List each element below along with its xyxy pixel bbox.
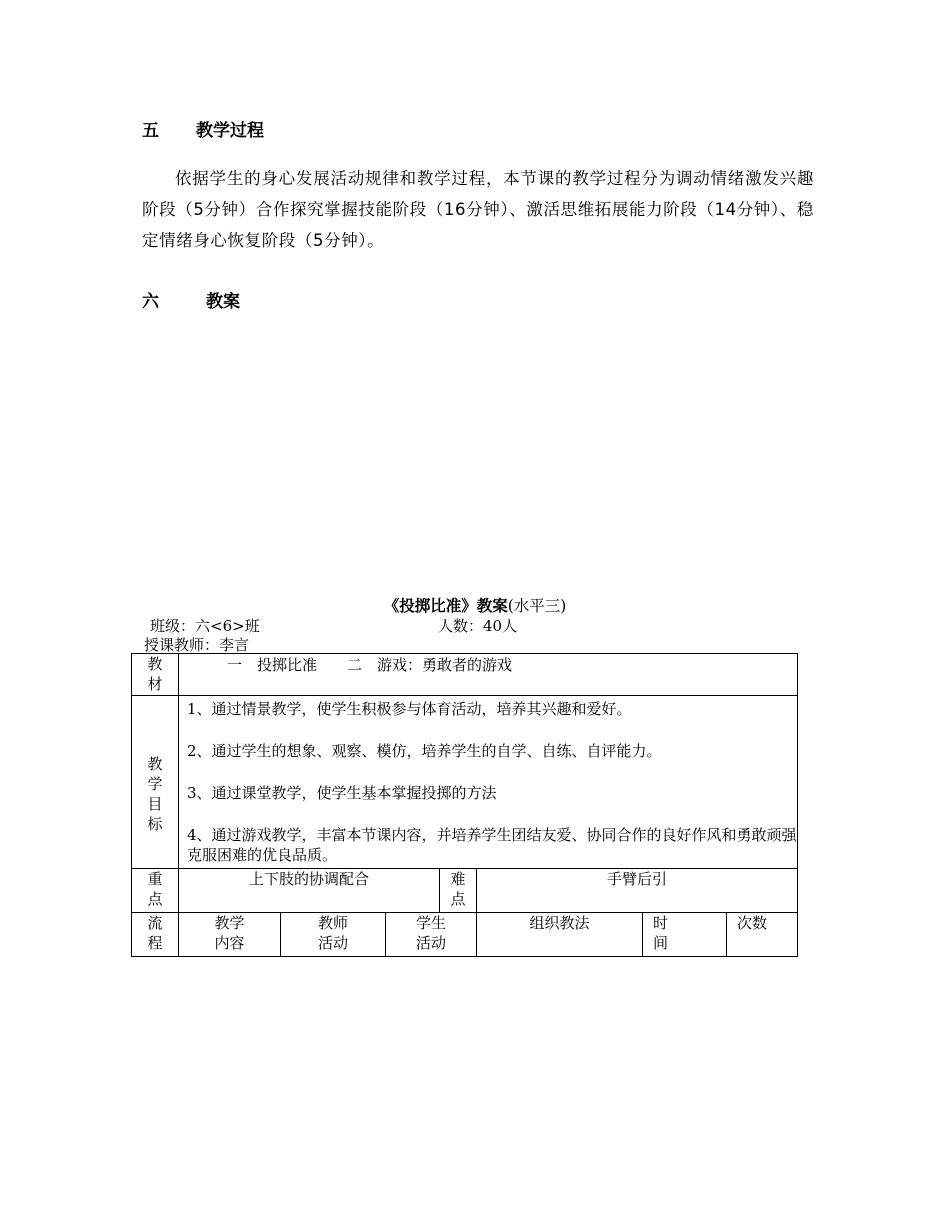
column-teaching-content-1: 教学 — [214, 914, 245, 932]
difficulty-label-1: 难 — [450, 870, 466, 888]
flow-label-2: 程 — [147, 934, 163, 952]
lesson-plan-table — [131, 653, 798, 957]
difficulty-label-cell — [440, 869, 477, 913]
flow-label-1: 流 — [147, 914, 163, 932]
difficulty-label-2: 点 — [450, 890, 466, 908]
difficulty-content: 手臂后引 — [477, 869, 798, 913]
column-teacher-activity — [281, 913, 386, 957]
goals-label-2: 学 — [147, 775, 163, 793]
goals-label-3: 目 — [147, 795, 163, 813]
goals-label-cell — [132, 696, 179, 869]
goal-item-1: 1、通过情景教学，使学生积极参与体育活动，培养其兴趣和爱好。 — [187, 700, 632, 718]
column-repetitions: 次数 — [727, 913, 798, 957]
teacher-label: 授课教师：李言 — [144, 636, 250, 654]
column-teacher-activity-2: 活动 — [317, 934, 348, 952]
section-5-number: 五 — [142, 121, 159, 141]
key-label-2: 点 — [147, 890, 163, 908]
section-6-number: 六 — [142, 292, 159, 312]
lesson-plan-title — [0, 594, 950, 616]
column-student-activity-1: 学生 — [415, 914, 446, 932]
material-content: 一 投掷比准 二 游戏：勇敢者的游戏 — [179, 654, 798, 696]
key-points-row — [132, 869, 798, 913]
process-paragraph: 依据学生的身心发展活动规律和教学过程，本节课的教学过程分为调动情绪激发兴趣阶段（5分钟）合作探究掌握技能阶段（16分钟）、激活思维拓展能力阶段（14分钟）、稳定情绪身心恢复阶段（5分钟）。 — [142, 169, 814, 250]
column-teacher-activity-1: 教师 — [317, 914, 348, 932]
lesson-plan-title-main: 《投掷比准》教案 — [383, 597, 508, 615]
column-teaching-content — [179, 913, 281, 957]
student-count-label: 人数：40人 — [438, 617, 518, 635]
flow-header-row — [132, 913, 798, 957]
goal-item-2: 2、通过学生的想象、观察、模仿，培养学生的自学、自练、自评能力。 — [187, 742, 662, 760]
section-6-title: 教案 — [206, 292, 240, 312]
goals-label-4: 标 — [147, 815, 163, 833]
material-label-2: 材 — [147, 675, 163, 693]
class-label: 班级：六<6>班 — [150, 617, 260, 635]
section-5-title: 教学过程 — [196, 121, 264, 141]
column-time — [643, 913, 727, 957]
material-label-cell — [132, 654, 179, 696]
column-student-activity — [386, 913, 477, 957]
column-teaching-content-2: 内容 — [214, 934, 245, 952]
column-time-1: 时 — [653, 914, 669, 932]
goal-item-3: 3、通过课堂教学，使学生基本掌握投掷的方法 — [187, 784, 497, 802]
key-label-cell — [132, 869, 179, 913]
material-label-1: 教 — [147, 655, 163, 673]
flow-label-cell — [132, 913, 179, 957]
column-organization-method: 组织教法 — [477, 913, 643, 957]
goals-row — [132, 696, 798, 869]
goal-item-4: 4、通过游戏教学，丰富本节课内容，并培养学生团结友爱、协同合作的良好作风和勇敢顽强克服困难的优良品质。 — [187, 826, 797, 864]
material-row — [132, 654, 798, 696]
column-student-activity-2: 活动 — [415, 934, 446, 952]
column-time-2: 间 — [653, 934, 669, 952]
lesson-plan-level: (水平三) — [507, 597, 567, 615]
key-point-content: 上下肢的协调配合 — [179, 869, 440, 913]
goals-content — [179, 696, 798, 869]
goals-label-1: 教 — [147, 755, 163, 773]
key-label-1: 重 — [147, 870, 163, 888]
